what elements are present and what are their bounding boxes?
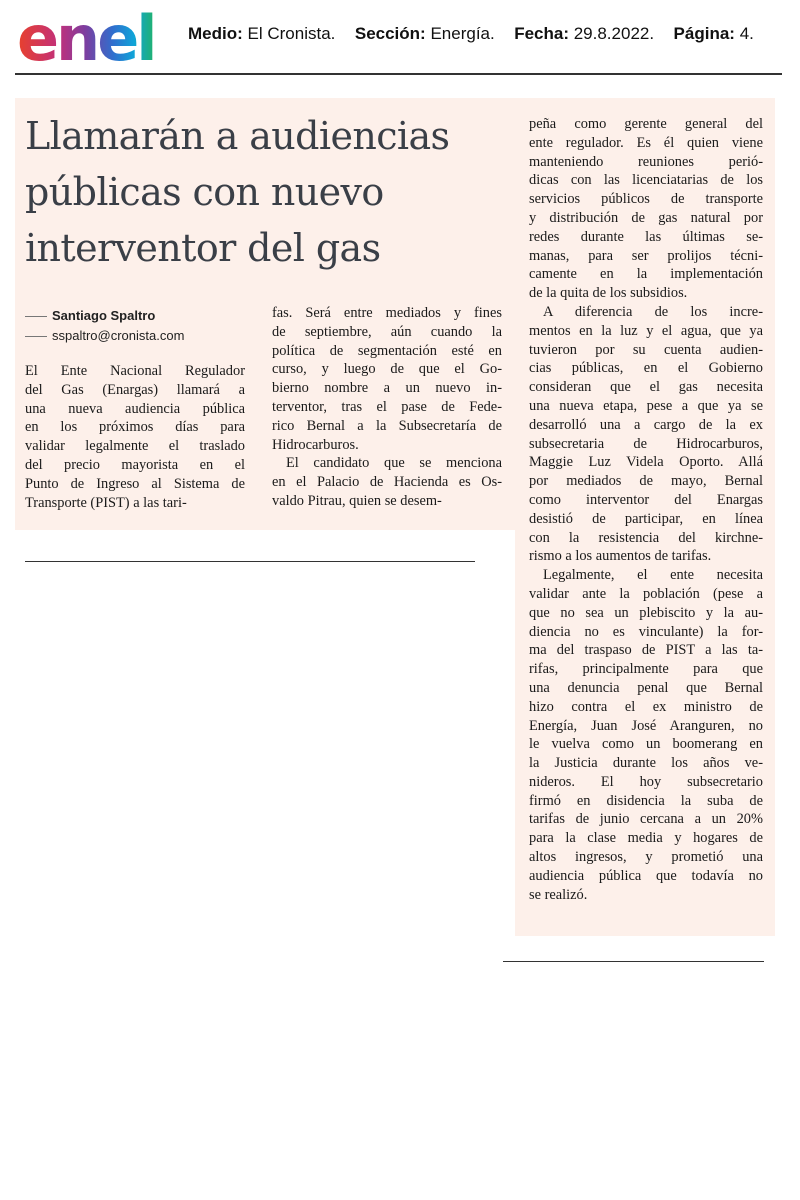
fecha-label: Fecha: bbox=[514, 24, 569, 43]
byline-dash bbox=[25, 316, 47, 317]
text-line: redes durante las últimas se- bbox=[529, 228, 763, 245]
text-line: ma del traspaso de PIST a las ta- bbox=[529, 642, 763, 659]
enel-logo bbox=[17, 8, 169, 68]
text-line: una nueva etapa, pese a que ya se bbox=[529, 397, 763, 414]
text-line: bierno nombre a un nuevo in- bbox=[272, 380, 502, 397]
author-email: sspaltro@cronista.com bbox=[52, 328, 185, 343]
text-line: tarifas de junio cercana a un 20% bbox=[529, 811, 763, 828]
text-line: política de segmentación esté en bbox=[272, 342, 502, 359]
article-headline bbox=[25, 108, 505, 276]
text-line: audiencia pública que todavía no bbox=[529, 867, 763, 884]
document-source-info bbox=[188, 24, 754, 44]
text-line: la Justicia durante los años ve- bbox=[529, 755, 763, 772]
text-line: firmó en disidencia la suba de bbox=[529, 792, 763, 809]
text-line: curso, y luego de que el Go- bbox=[272, 361, 502, 378]
text-line: El candidato que se menciona bbox=[286, 455, 502, 472]
text-line: peña como gerente general del bbox=[529, 116, 763, 132]
text-line: del precio mayorista en el bbox=[25, 456, 245, 473]
text-line: Maggie Luz Videla Oporto. Allá bbox=[529, 454, 763, 471]
fecha-value: 29.8.2022. bbox=[573, 24, 655, 43]
text-line: con la resistencia del kirchne- bbox=[529, 529, 763, 546]
article-column-3 bbox=[529, 115, 763, 904]
text-line: para la clase media y hogares de bbox=[529, 830, 763, 847]
seccion-value: Energía. bbox=[430, 24, 495, 43]
text-line: El Ente Nacional Regulador bbox=[25, 363, 245, 379]
text-line: una nueva audiencia pública bbox=[25, 400, 245, 417]
text-line: servicios públicos de transporte bbox=[529, 191, 763, 208]
text-line: tuvieron por su cuenta audien- bbox=[529, 341, 763, 358]
text-line: manas, para ser prolijos técni- bbox=[529, 247, 763, 264]
medio-value: El Cronista. bbox=[247, 24, 336, 43]
text-line: nideros. El hoy subsecretario bbox=[529, 773, 763, 790]
text-line: validar ante la población (pese a bbox=[529, 585, 763, 602]
text-line: altos ingresos, y prometió una bbox=[529, 849, 763, 866]
text-line: cias públicas, en el Gobierno bbox=[529, 360, 763, 377]
byline bbox=[25, 306, 184, 346]
text-line: Energía, Juan José Aranguren, no bbox=[529, 717, 763, 734]
article-end-rule bbox=[25, 561, 475, 562]
text-line: ente regulador. Es él quien viene bbox=[529, 134, 763, 151]
text-line: en el Palacio de Hacienda es Os- bbox=[272, 474, 502, 491]
headline-line: públicas con nuevo bbox=[25, 170, 384, 214]
pagina-label: Página: bbox=[673, 24, 735, 43]
text-line: subsecretaria de Hidrocarburos, bbox=[529, 435, 763, 452]
text-line: dicas con las licenciatarias de los bbox=[529, 172, 763, 189]
text-line: hizo contra el ex ministro de bbox=[529, 698, 763, 715]
text-line: una denuncia penal que Bernal bbox=[529, 679, 763, 696]
text-line: por mediados de mayo, Bernal bbox=[529, 473, 763, 490]
text-line: rico Bernal a la Subsecretaría de bbox=[272, 417, 502, 434]
text-line: rismo a los aumentos de tarifas. bbox=[529, 548, 712, 565]
article-column-2 bbox=[272, 304, 502, 511]
text-line: Punto de Ingreso al Sistema de bbox=[25, 475, 245, 492]
author-name: Santiago Spaltro bbox=[52, 308, 156, 323]
svg-text:enel: enel bbox=[17, 8, 155, 68]
text-line: de la quita de los subsidios. bbox=[529, 285, 688, 302]
text-line: Legalmente, el ente necesita bbox=[543, 567, 763, 584]
text-line: que no sea un plebiscito y la au- bbox=[529, 604, 763, 621]
text-line: manteniendo reuniones perió- bbox=[529, 153, 763, 170]
text-line: camente en la implementación bbox=[529, 266, 763, 283]
text-line: como interventor del Enargas bbox=[529, 491, 763, 508]
text-line: mentos en la luz y el agua, que ya bbox=[529, 322, 763, 339]
article-end-rule bbox=[503, 961, 764, 962]
headline-line: interventor del gas bbox=[25, 226, 381, 270]
text-line: Hidrocarburos. bbox=[272, 436, 359, 453]
text-line: desistió de participar, en línea bbox=[529, 510, 763, 527]
text-line: valdo Pitrau, quien se desem- bbox=[272, 492, 442, 509]
text-line: diencia no es vinculante) la for- bbox=[529, 623, 763, 640]
text-line: Transporte (PIST) a las tari- bbox=[25, 494, 187, 511]
byline-dash bbox=[25, 336, 47, 337]
text-line: rifas, principalmente para que bbox=[529, 661, 763, 678]
text-line: en los próximos días para bbox=[25, 419, 245, 436]
headline-line: Llamarán a audiencias bbox=[25, 114, 450, 158]
text-line: del Gas (Enargas) llamará a bbox=[25, 381, 245, 398]
text-line: se realizó. bbox=[529, 886, 588, 903]
text-line: de septiembre, aún cuando la bbox=[272, 323, 502, 340]
medio-label: Medio: bbox=[188, 24, 243, 43]
header-divider bbox=[15, 73, 782, 75]
text-line: validar legalmente el traslado bbox=[25, 438, 245, 455]
pagina-value: 4. bbox=[739, 24, 754, 43]
text-line: le vuelva como un boomerang en bbox=[529, 736, 763, 753]
text-line: fas. Será entre mediados y fines bbox=[272, 305, 502, 321]
text-line: terventor, tras el pase de Fede- bbox=[272, 398, 502, 415]
text-line: desarrolló una a cargo de la ex bbox=[529, 416, 763, 433]
text-line: A diferencia de los incre- bbox=[543, 303, 763, 320]
text-line: y distribución de gas natural por bbox=[529, 209, 763, 226]
seccion-label: Sección: bbox=[354, 24, 426, 43]
article-column-1 bbox=[25, 362, 245, 512]
text-line: consideran que el gas necesita bbox=[529, 379, 763, 396]
